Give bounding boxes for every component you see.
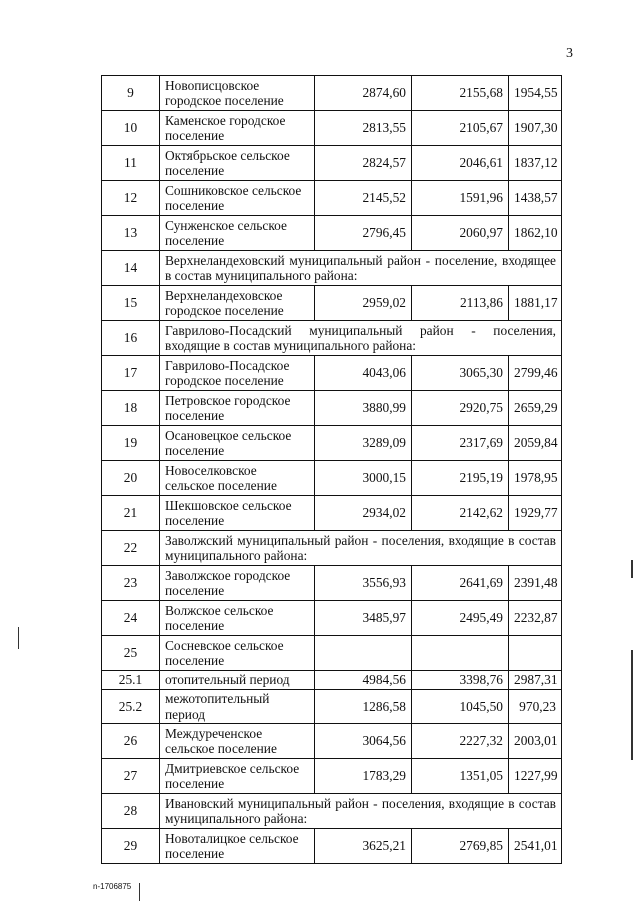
value-cell-2: 2227,32 xyxy=(412,724,509,759)
settlement-name: Шекшовское сельское поселение xyxy=(160,496,315,531)
row-number: 23 xyxy=(102,566,160,601)
value-cell-3: 1862,10 xyxy=(509,216,562,251)
value-cell-1: 2824,57 xyxy=(315,146,412,181)
district-description: Ивановский муниципальный район - поселения, входящие в состав муниципального района: xyxy=(160,794,562,829)
value-cell-2: 2060,97 xyxy=(412,216,509,251)
value-cell-2: 2195,19 xyxy=(412,461,509,496)
value-cell-2: 2155,68 xyxy=(412,76,509,111)
value-cell-3: 2003,01 xyxy=(509,724,562,759)
table-row xyxy=(102,391,562,426)
value-cell-2: 2046,61 xyxy=(412,146,509,181)
row-number: 25.1 xyxy=(102,671,160,690)
table-row xyxy=(102,181,562,216)
value-cell-3: 2391,48 xyxy=(509,566,562,601)
row-number: 11 xyxy=(102,146,160,181)
row-number: 20 xyxy=(102,461,160,496)
value-cell-2: 2142,62 xyxy=(412,496,509,531)
scan-mark-bottom xyxy=(139,883,140,901)
district-header-row xyxy=(102,531,562,566)
value-cell-1 xyxy=(315,636,412,671)
table-row xyxy=(102,426,562,461)
value-cell-1: 2874,60 xyxy=(315,76,412,111)
row-number: 12 xyxy=(102,181,160,216)
row-number: 9 xyxy=(102,76,160,111)
settlement-name: Новописцовское городское поселение xyxy=(160,76,315,111)
row-number: 22 xyxy=(102,531,160,566)
row-number: 26 xyxy=(102,724,160,759)
table-row xyxy=(102,690,562,724)
value-cell-3: 2659,29 xyxy=(509,391,562,426)
value-cell-1: 4984,56 xyxy=(315,671,412,690)
settlement-name: Новоселковское сельское поселение xyxy=(160,461,315,496)
value-cell-2: 3065,30 xyxy=(412,356,509,391)
value-cell-1: 2959,02 xyxy=(315,286,412,321)
settlement-name: Октябрьское сельское поселение xyxy=(160,146,315,181)
value-cell-1: 3556,93 xyxy=(315,566,412,601)
table-row xyxy=(102,216,562,251)
value-cell-1: 2145,52 xyxy=(315,181,412,216)
table-row xyxy=(102,636,562,671)
row-number: 24 xyxy=(102,601,160,636)
value-cell-2: 1351,05 xyxy=(412,759,509,794)
row-number: 17 xyxy=(102,356,160,391)
district-description: Заволжский муниципальный район - поселения, входящие в состав муниципального района: xyxy=(160,531,562,566)
value-cell-1: 3064,56 xyxy=(315,724,412,759)
value-cell-1: 3000,15 xyxy=(315,461,412,496)
row-number: 18 xyxy=(102,391,160,426)
row-number: 10 xyxy=(102,111,160,146)
value-cell-1: 2934,02 xyxy=(315,496,412,531)
value-cell-2: 2317,69 xyxy=(412,426,509,461)
settlement-name: Междуреченское сельское поселение xyxy=(160,724,315,759)
value-cell-3: 2799,46 xyxy=(509,356,562,391)
value-cell-3: 1881,17 xyxy=(509,286,562,321)
table-row xyxy=(102,601,562,636)
table-row xyxy=(102,76,562,111)
table-row xyxy=(102,566,562,601)
table-row xyxy=(102,496,562,531)
value-cell-2: 2495,49 xyxy=(412,601,509,636)
value-cell-3: 1929,77 xyxy=(509,496,562,531)
settlement-name: Заволжское городское поселение xyxy=(160,566,315,601)
table-row xyxy=(102,724,562,759)
settlement-name: Дмитриевское сельское поселение xyxy=(160,759,315,794)
value-cell-3 xyxy=(509,636,562,671)
row-number: 25.2 xyxy=(102,690,160,724)
scan-mark-right-lower xyxy=(631,650,633,760)
table-row xyxy=(102,146,562,181)
value-cell-3: 1978,95 xyxy=(509,461,562,496)
value-cell-1: 1286,58 xyxy=(315,690,412,724)
value-cell-1: 1783,29 xyxy=(315,759,412,794)
settlement-name: Осановецкое сельское поселение xyxy=(160,426,315,461)
value-cell-2: 3398,76 xyxy=(412,671,509,690)
value-cell-2: 2105,67 xyxy=(412,111,509,146)
value-cell-2: 2113,86 xyxy=(412,286,509,321)
table-row xyxy=(102,671,562,690)
settlement-name: Сошниковское сельское поселение xyxy=(160,181,315,216)
settlement-name: Новоталицкое сельское поселение xyxy=(160,829,315,864)
row-number: 14 xyxy=(102,251,160,286)
value-cell-2 xyxy=(412,636,509,671)
value-cell-2: 1591,96 xyxy=(412,181,509,216)
row-number: 16 xyxy=(102,321,160,356)
value-cell-3: 1438,57 xyxy=(509,181,562,216)
row-number: 21 xyxy=(102,496,160,531)
value-cell-3: 1227,99 xyxy=(509,759,562,794)
district-description: Гаврилово-Посадский муниципальный район - поселения, входящие в состав муниципального района: xyxy=(160,321,562,356)
settlement-name: Волжское сельское поселение xyxy=(160,601,315,636)
settlement-name: отопительный период xyxy=(160,671,315,690)
table-row xyxy=(102,461,562,496)
value-cell-2: 2641,69 xyxy=(412,566,509,601)
value-cell-1: 2796,45 xyxy=(315,216,412,251)
district-header-row xyxy=(102,251,562,286)
row-number: 15 xyxy=(102,286,160,321)
table-row xyxy=(102,286,562,321)
value-cell-3: 2541,01 xyxy=(509,829,562,864)
district-header-row xyxy=(102,321,562,356)
value-cell-3: 2059,84 xyxy=(509,426,562,461)
table-row xyxy=(102,829,562,864)
value-cell-3: 2987,31 xyxy=(509,671,562,690)
footer-document-code: n-1706875 xyxy=(93,882,132,891)
district-description: Верхнеландеховский муниципальный район - поселение, входящее в состав муниципального района: xyxy=(160,251,562,286)
settlements-table xyxy=(101,75,562,864)
row-number: 13 xyxy=(102,216,160,251)
scan-mark-right xyxy=(631,560,633,578)
table-row xyxy=(102,759,562,794)
settlement-name: Верхнеландеховское городское поселение xyxy=(160,286,315,321)
settlement-name: Петровское городское поселение xyxy=(160,391,315,426)
settlement-name: Каменское городское поселение xyxy=(160,111,315,146)
scan-mark-left xyxy=(18,627,19,649)
row-number: 29 xyxy=(102,829,160,864)
value-cell-3: 1837,12 xyxy=(509,146,562,181)
value-cell-1: 3880,99 xyxy=(315,391,412,426)
settlement-name: межотопительный период xyxy=(160,690,315,724)
value-cell-1: 2813,55 xyxy=(315,111,412,146)
settlement-name: Гаврилово-Посадское городское поселение xyxy=(160,356,315,391)
table-row xyxy=(102,356,562,391)
row-number: 27 xyxy=(102,759,160,794)
row-number: 25 xyxy=(102,636,160,671)
settlement-name: Сунженское сельское поселение xyxy=(160,216,315,251)
value-cell-2: 2920,75 xyxy=(412,391,509,426)
value-cell-2: 1045,50 xyxy=(412,690,509,724)
row-number: 19 xyxy=(102,426,160,461)
row-number: 28 xyxy=(102,794,160,829)
value-cell-3: 1954,55 xyxy=(509,76,562,111)
value-cell-3: 1907,30 xyxy=(509,111,562,146)
value-cell-1: 3625,21 xyxy=(315,829,412,864)
value-cell-3: 970,23 xyxy=(509,690,562,724)
settlement-name: Сосневское сельское поселение xyxy=(160,636,315,671)
district-header-row xyxy=(102,794,562,829)
page-number: 3 xyxy=(566,46,573,61)
value-cell-1: 4043,06 xyxy=(315,356,412,391)
value-cell-3: 2232,87 xyxy=(509,601,562,636)
value-cell-1: 3485,97 xyxy=(315,601,412,636)
table-row xyxy=(102,111,562,146)
value-cell-1: 3289,09 xyxy=(315,426,412,461)
value-cell-2: 2769,85 xyxy=(412,829,509,864)
